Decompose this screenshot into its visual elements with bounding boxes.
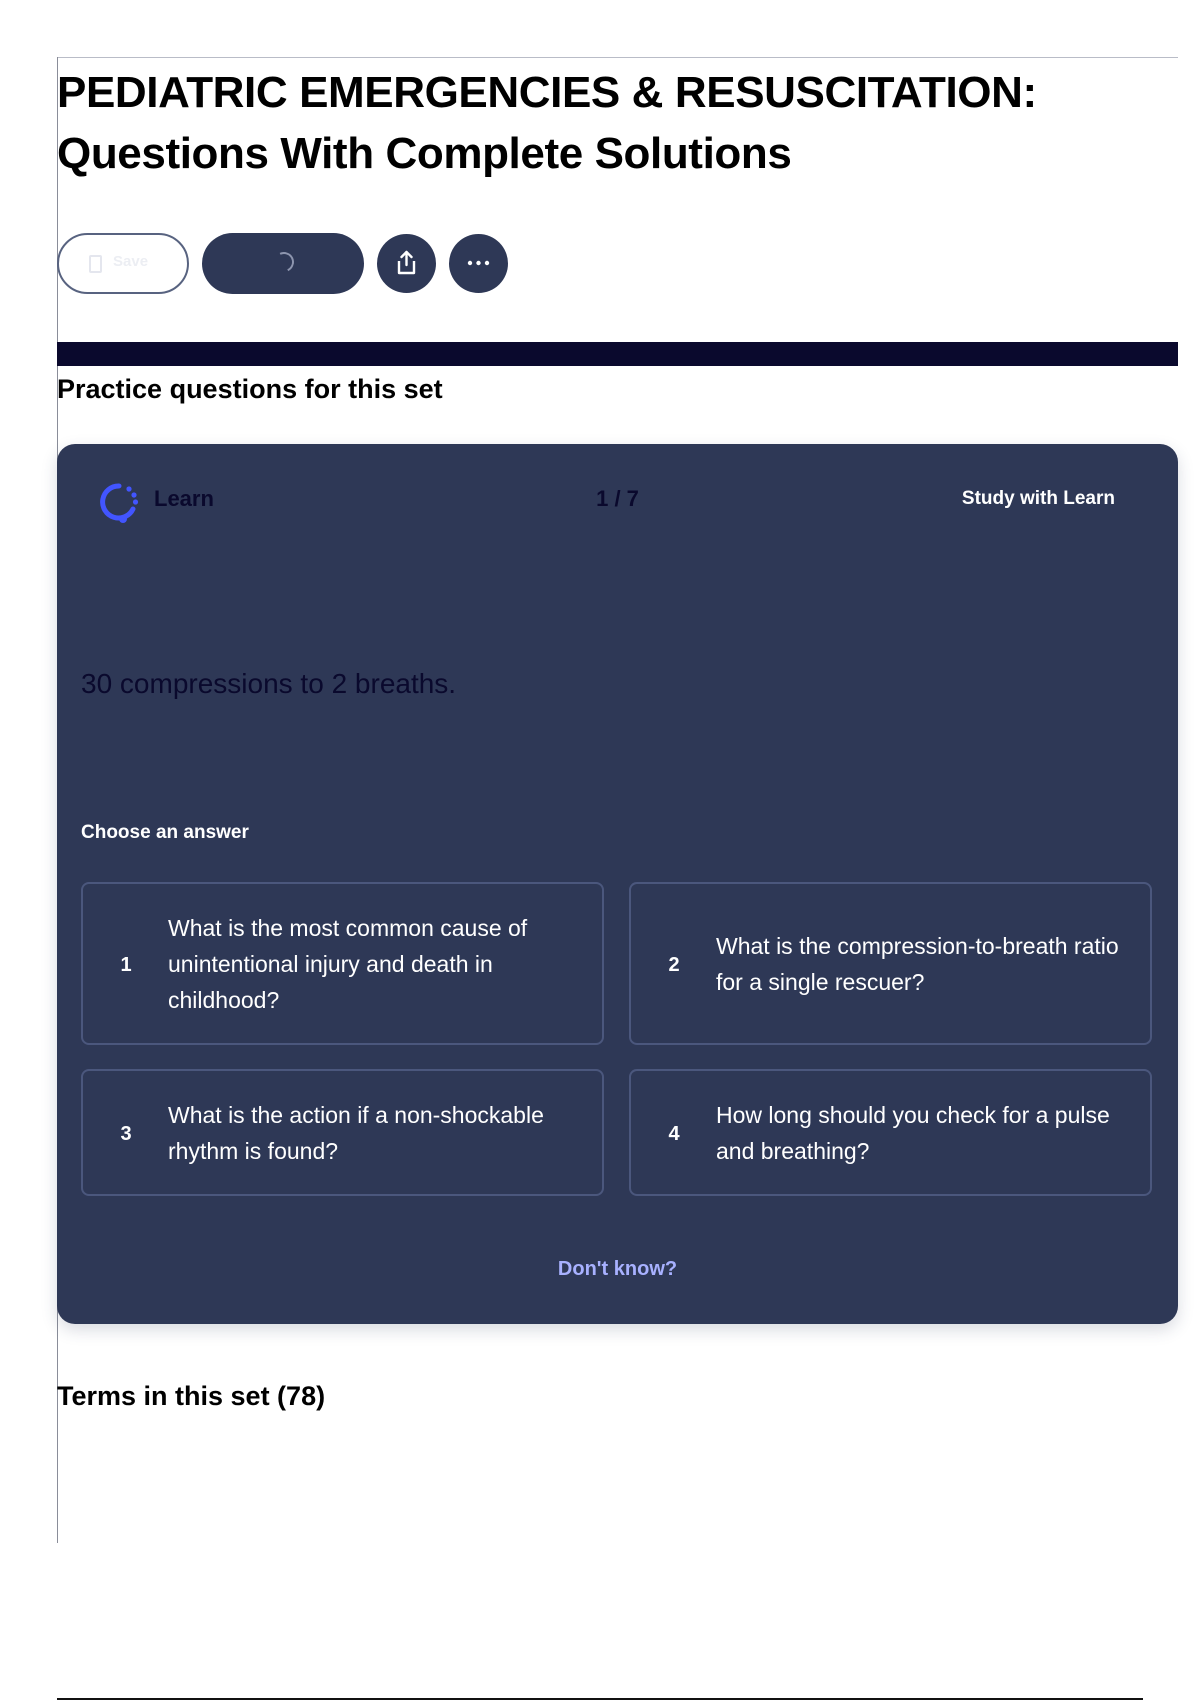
study-button[interactable] [202, 233, 364, 294]
share-icon [394, 250, 419, 276]
choose-answer-label: Choose an answer [81, 822, 249, 843]
save-button[interactable] [57, 233, 189, 294]
practice-heading: Practice questions for this set [57, 374, 443, 404]
title-line-2: Questions With Complete Solutions [57, 129, 792, 178]
answer-text: How long should you check for a pulse and breathing? [716, 1102, 1110, 1164]
section-divider-band [57, 342, 1178, 366]
question-prompt: 30 compressions to 2 breaths. [81, 668, 457, 699]
answer-text: What is the most common cause of unintentional injury and death in childhood? [168, 915, 528, 1013]
title-line-1: PEDIATRIC EMERGENCIES & RESUSCITATION: [57, 68, 1037, 117]
answer-option-3[interactable] [81, 1069, 604, 1196]
bookmark-icon [89, 255, 102, 273]
answer-number: 1 [120, 954, 132, 976]
more-options-button[interactable] [449, 234, 508, 293]
share-button[interactable] [377, 234, 436, 293]
top-divider [57, 57, 1178, 58]
mode-label: Learn [154, 486, 214, 511]
question-counter: 1 / 7 [596, 486, 639, 511]
answer-number: 2 [668, 954, 680, 976]
more-horizontal-icon [466, 250, 491, 276]
answer-number: 3 [120, 1123, 132, 1145]
answer-number: 4 [668, 1123, 680, 1145]
answer-option-2[interactable] [629, 882, 1152, 1045]
answer-option-1[interactable] [81, 882, 604, 1045]
answer-option-4[interactable] [629, 1069, 1152, 1196]
spinner-icon [271, 249, 297, 275]
answer-text: What is the action if a non-shockable rhythm is found? [168, 1102, 544, 1164]
study-with-learn-link[interactable]: Study with Learn [961, 488, 1115, 509]
learn-card [57, 444, 1178, 1324]
answer-text: What is the compression-to-breath ratio for a single rescuer? [716, 933, 1119, 995]
dont-know-button[interactable]: Don't know? [557, 1258, 678, 1280]
save-label: Save [113, 253, 149, 270]
page-title [57, 62, 1167, 184]
terms-heading: Terms in this set (78) [57, 1381, 326, 1411]
